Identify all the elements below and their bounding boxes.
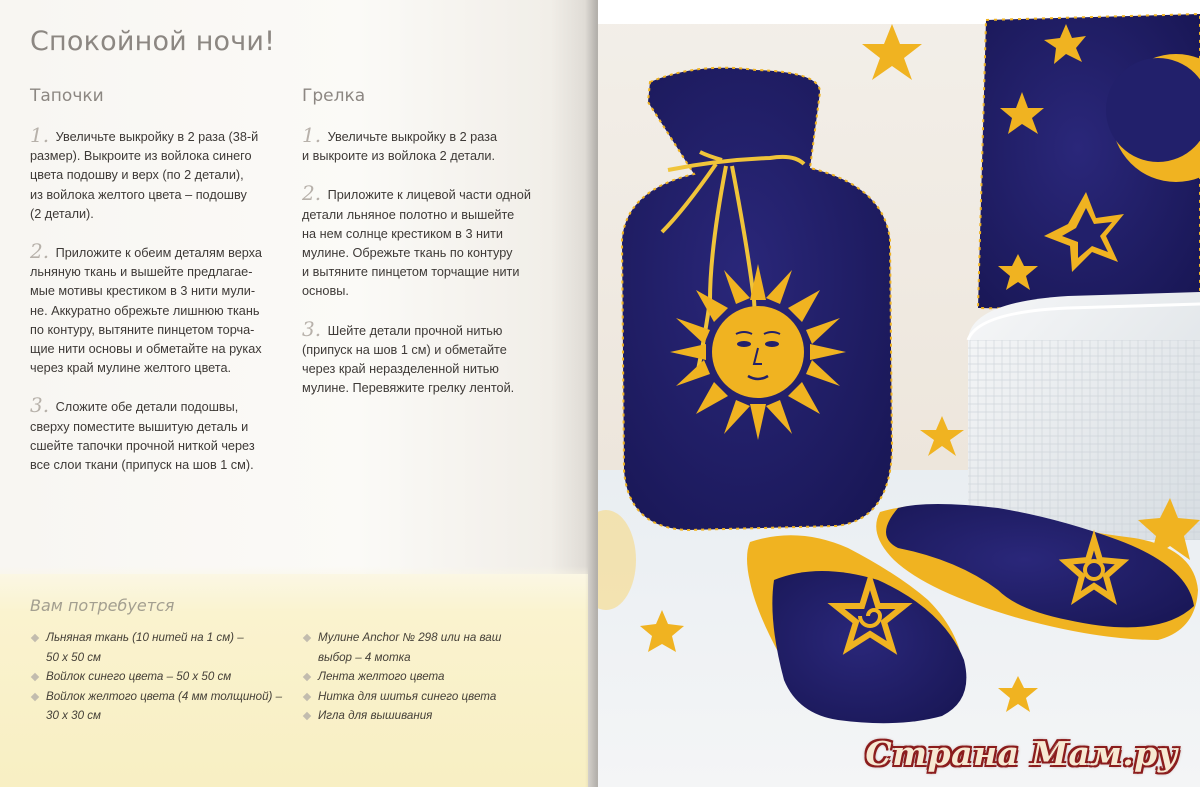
- bottle-step-2: [302, 181, 564, 301]
- materials-item: Льняная ткань (10 нитей на 1 см) –: [30, 628, 300, 648]
- materials-item: 50 x 50 см: [46, 650, 101, 664]
- slippers-heading: Тапочки: [30, 86, 104, 106]
- slippers-step-line: сшейте тапочки прочной ниткой через: [30, 438, 255, 453]
- bottle-step-line: и выкроите из войлока 2 детали.: [302, 149, 496, 164]
- slippers-step-line: сверху поместите вышитую деталь и: [30, 419, 249, 434]
- materials-item: Лента желтого цвета: [302, 667, 572, 687]
- star-pillow: [978, 14, 1200, 312]
- slippers-step-1: [30, 123, 292, 224]
- slippers-step-line: 1. Увеличьте выкройку в 2 раза (38-й: [30, 123, 259, 147]
- materials-item: 30 x 30 см: [46, 709, 101, 722]
- slippers-step-line: 2. Приложите к обеим деталям верха: [30, 239, 262, 264]
- bottle-step-line: основы.: [302, 284, 349, 299]
- bottle-step-line: на нем солнце крестиком в 3 нити: [302, 226, 504, 241]
- bottle-step-number: 2.: [302, 181, 322, 206]
- woven-box: [968, 292, 1200, 540]
- slippers-step-3: [30, 393, 292, 475]
- slippers-step-2: [30, 239, 292, 378]
- bottle-step-line: 2. Приложите к лицевой части одной: [302, 181, 531, 206]
- materials-item: выбор – 4 мотка: [318, 650, 411, 664]
- slippers-step-line: 3. Сложите обе детали подошвы,: [30, 393, 239, 418]
- materials-item: Войлок желтого цвета (4 мм толщиной) –: [30, 687, 300, 707]
- materials-item: Нитка для шитья синего цвета: [302, 687, 572, 707]
- bottle-step-line: и вытяните пинцетом торчащие нити: [302, 265, 520, 280]
- materials-item: Игла для вышивания: [302, 706, 572, 726]
- slippers-step-line: не. Аккуратно обрежьте лишнюю ткань: [30, 303, 260, 318]
- bottle-step-1: [302, 123, 564, 166]
- slippers-step-number: 2.: [30, 239, 50, 264]
- bottle-step-3: [302, 316, 564, 399]
- bottle-step-line: детали льняное полотно и вышейте: [302, 207, 515, 222]
- materials-list-right: [302, 628, 572, 726]
- slippers-instructions: [30, 123, 292, 493]
- bottle-step-line: мулине. Перевяжите грелку лентой.: [302, 381, 515, 396]
- slippers-step-line: (2 детали).: [30, 206, 94, 221]
- slippers-step-line: щие нити основы и обметайте на руках: [30, 342, 262, 357]
- bottle-step-line: 3. Шейте детали прочной нитью: [302, 316, 503, 341]
- bottle-step-line: 1. Увеличьте выкройку в 2 раза: [302, 123, 498, 147]
- bottle-step-line: через край неразделенной нитью: [302, 362, 499, 377]
- materials-list-left: [30, 628, 300, 726]
- slippers-step-line: из войлока желтого цвета – подошву: [30, 187, 247, 202]
- page-title: Спокойной ночи!: [30, 26, 276, 57]
- materials-item: Войлок синего цвета – 50 x 50 см: [30, 667, 300, 687]
- bottle-step-line: (припуск на шов 1 см) и обметайте: [302, 342, 507, 357]
- slippers-step-line: все слои ткани (припуск на шов 1 см).: [30, 458, 254, 473]
- slippers-step-line: размер). Выкроите из войлока синего: [30, 149, 252, 164]
- hot-water-bottle-instructions: [302, 123, 564, 416]
- slippers-step-number: 1.: [30, 123, 50, 147]
- slippers-step-line: мые мотивы крестиком в 3 нити мули-: [30, 284, 256, 299]
- product-photo: [598, 0, 1200, 787]
- slippers-step-line: через край мулине желтого цвета.: [30, 361, 232, 376]
- bottle-step-line: мулине. Обрежьте ткань по контуру: [302, 246, 513, 261]
- slippers-step-line: льняную ткань и вышейте предлагае-: [30, 265, 253, 280]
- bottle-step-number: 1.: [302, 123, 322, 147]
- materials-item: Мулине Anchor № 298 или на ваш: [302, 628, 572, 648]
- hot-water-bottle-heading: Грелка: [302, 86, 366, 106]
- slippers-step-line: цвета подошву и верх (по 2 детали),: [30, 168, 244, 183]
- materials-heading: Вам потребуется: [30, 596, 175, 615]
- watermark: Страна Мам.ру: [865, 734, 1178, 773]
- slippers-step-number: 3.: [30, 393, 50, 418]
- bottle-step-number: 3.: [302, 316, 322, 341]
- slippers-step-line: по контуру, вытяните пинцетом торча-: [30, 322, 255, 337]
